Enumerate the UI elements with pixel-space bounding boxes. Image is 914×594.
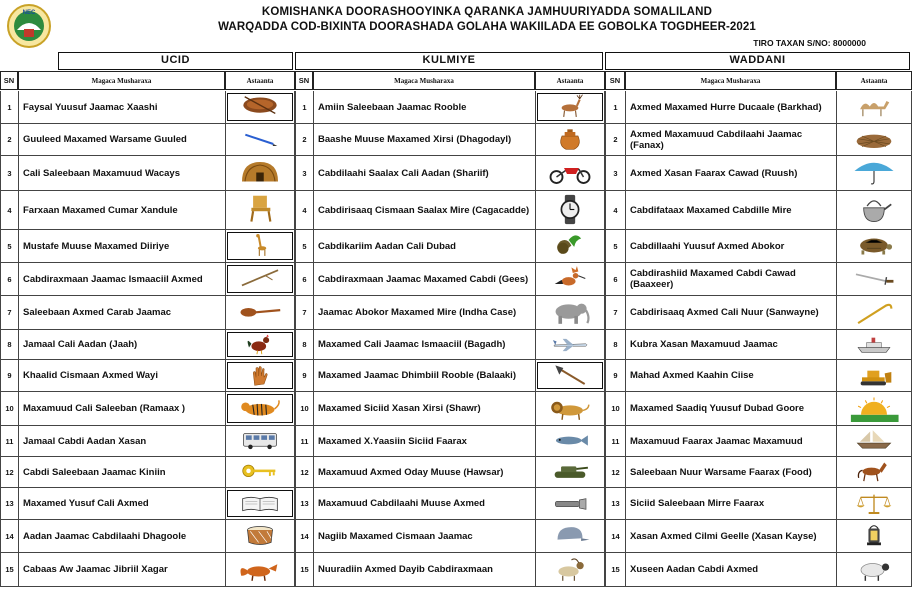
candidate-number: 4 xyxy=(0,191,18,230)
candidate-number: 3 xyxy=(295,156,313,191)
candidate-symbol-cell[interactable] xyxy=(836,124,912,156)
candidate-number: 1 xyxy=(0,91,18,124)
candidate-name: Baashe Muuse Maxamed Xirsi (Dhagodayl) xyxy=(313,124,535,156)
candidate-name: Xuseen Aadan Cabdi Axmed xyxy=(625,553,836,587)
candidate-symbol-cell[interactable] xyxy=(535,520,605,553)
ship-icon xyxy=(841,332,907,357)
column-header-symbol: Astaanta xyxy=(836,71,912,90)
candidate-symbol-cell[interactable] xyxy=(836,392,912,426)
candidate-number: 5 xyxy=(295,230,313,263)
candidate-number: 12 xyxy=(295,457,313,488)
candidate-symbol-cell[interactable] xyxy=(836,191,912,230)
candidate-name: Mustafe Muuse Maxamed Diiriye xyxy=(18,230,225,263)
candidate-number: 11 xyxy=(605,426,625,457)
candidate-symbol-cell[interactable] xyxy=(535,191,605,230)
candidate-row[interactable] xyxy=(605,553,912,587)
candidate-row[interactable] xyxy=(605,296,912,330)
sunrise-icon xyxy=(841,394,907,422)
kettle-icon xyxy=(841,194,907,227)
candidate-name: Kubra Xasan Maxamuud Jaamac xyxy=(625,330,836,360)
candidate-name: Cabdikariim Aadan Cali Dubad xyxy=(313,230,535,263)
axe-icon xyxy=(537,362,603,389)
candidate-row[interactable] xyxy=(295,230,605,263)
fox-icon xyxy=(227,555,293,583)
tank-icon xyxy=(537,459,603,485)
candidate-number: 11 xyxy=(295,426,313,457)
candidate-row[interactable] xyxy=(605,156,912,191)
candidate-name: Cabdirisaaq Cismaan Saalax Mire (Cagacadde) xyxy=(313,191,535,230)
candidate-number: 9 xyxy=(295,360,313,392)
candidate-name: Aadan Jaamac Cabdilaahi Dhagoole xyxy=(18,520,225,553)
candidate-row[interactable] xyxy=(295,156,605,191)
candidate-name: Jamaal Cali Aadan (Jaah) xyxy=(18,330,225,360)
candidate-number: 8 xyxy=(295,330,313,360)
tray-icon xyxy=(227,93,293,121)
candidate-row[interactable] xyxy=(0,360,295,392)
pen-icon xyxy=(227,126,293,153)
candidate-name: Guuleed Maxamed Warsame Guuled xyxy=(18,124,225,156)
candidate-name: Cabaas Aw Jaamac Jibriil Xagar xyxy=(18,553,225,587)
candidate-row[interactable] xyxy=(605,392,912,426)
candidate-number: 1 xyxy=(605,91,625,124)
candidate-number: 4 xyxy=(295,191,313,230)
hand-icon xyxy=(227,362,293,389)
candidate-number: 12 xyxy=(605,457,625,488)
spoon-icon xyxy=(227,298,293,326)
candidate-row[interactable] xyxy=(605,230,912,263)
candidate-symbol-cell[interactable] xyxy=(225,426,295,457)
candidate-number: 15 xyxy=(295,553,313,587)
candidate-name: Maxamed Cali Jaamac Ismaaciil (Bagadh) xyxy=(313,330,535,360)
candidate-symbol-cell[interactable] xyxy=(836,330,912,360)
camel-icon xyxy=(841,93,907,121)
candidate-row[interactable] xyxy=(295,553,605,587)
candidate-row[interactable] xyxy=(605,124,912,156)
candidate-number: 6 xyxy=(0,263,18,296)
dhow-icon xyxy=(841,428,907,454)
candidate-number: 3 xyxy=(605,156,625,191)
candidate-name: Xasan Axmed Cilmi Geelle (Xasan Kayse) xyxy=(625,520,836,553)
candidate-number: 7 xyxy=(0,296,18,330)
candidate-row[interactable] xyxy=(0,392,295,426)
candidate-row[interactable] xyxy=(0,91,295,124)
ballot-title-line1: KOMISHANKA DOORASHOOYINKA QARANKA JAMHUURIYADDA SOMALILAND xyxy=(261,6,713,18)
candidate-name: Cabdiraxmaan Jaamac Ismaaciil Axmed xyxy=(18,263,225,296)
candidate-name: Saleebaan Nuur Warsame Faarax (Food) xyxy=(625,457,836,488)
candidate-name: Farxaan Maxamed Cumar Xandule xyxy=(18,191,225,230)
party-header-kulmiye: KULMIYE xyxy=(295,52,603,70)
candidate-symbol-cell[interactable] xyxy=(535,360,605,392)
hut-icon xyxy=(227,158,293,187)
candidate-number: 6 xyxy=(295,263,313,296)
candidate-row[interactable] xyxy=(295,520,605,553)
cane-icon xyxy=(841,298,907,326)
candidate-row[interactable] xyxy=(605,330,912,360)
candidate-number: 14 xyxy=(0,520,18,553)
column-header-symbol: Astaanta xyxy=(535,71,605,90)
bus-icon xyxy=(227,428,293,454)
candidate-name: Cabdirashiid Maxamed Cabdi Cawad (Baaxeer) xyxy=(625,263,836,296)
nec-logo xyxy=(4,2,54,50)
candidate-number: 10 xyxy=(605,392,625,426)
chair-icon xyxy=(227,194,293,227)
candidate-symbol-cell[interactable] xyxy=(535,392,605,426)
candidate-number: 4 xyxy=(605,191,625,230)
candidate-row[interactable] xyxy=(605,360,912,392)
watch-icon xyxy=(537,194,603,227)
tortoise-icon xyxy=(841,232,907,260)
candidate-name: Maxamed X.Yaasiin Siciid Faarax xyxy=(313,426,535,457)
candidate-number: 2 xyxy=(295,124,313,156)
column-header-sn: SN xyxy=(0,71,18,90)
logo-text: NEC xyxy=(22,10,36,16)
candidate-name: Maxamuud Faarax Jaamac Maxamuud xyxy=(625,426,836,457)
candidate-name: Cabdillaahi Yuusuf Axmed Abokor xyxy=(625,230,836,263)
candidate-row[interactable] xyxy=(605,191,912,230)
candidate-name: Jaamac Abokor Maxamed Mire (Indha Case) xyxy=(313,296,535,330)
candidate-row[interactable] xyxy=(605,457,912,488)
book-icon xyxy=(227,490,293,517)
candidate-row[interactable] xyxy=(0,263,295,296)
candidate-symbol-cell[interactable] xyxy=(535,296,605,330)
candidate-number: 10 xyxy=(0,392,18,426)
column-header-name: Magaca Musharaxa xyxy=(313,71,535,90)
column-header-sn: SN xyxy=(295,71,313,90)
lantern-icon xyxy=(841,522,907,550)
giraffe-icon xyxy=(227,232,293,260)
candidate-number: 9 xyxy=(0,360,18,392)
candidate-symbol-cell[interactable] xyxy=(535,426,605,457)
plane-icon xyxy=(537,332,603,357)
candidate-name: Axmed Maxamuud Cabdilaahi Jaamac (Fanax) xyxy=(625,124,836,156)
candidate-name: Cali Saleebaan Maxamuud Wacays xyxy=(18,156,225,191)
candidate-symbol-cell[interactable] xyxy=(535,330,605,360)
fruit-icon xyxy=(537,232,603,260)
candidate-name: Saleebaan Axmed Carab Jaamac xyxy=(18,296,225,330)
candidate-symbol-cell[interactable] xyxy=(225,360,295,392)
candidate-number: 8 xyxy=(0,330,18,360)
candidate-row[interactable] xyxy=(295,91,605,124)
fish-icon xyxy=(537,428,603,454)
candidate-row[interactable] xyxy=(295,263,605,296)
candidate-name: Maxamuud Cali Saleeban (Ramaax ) xyxy=(18,392,225,426)
candidate-name: Amiin Saleebaan Jaamac Rooble xyxy=(313,91,535,124)
candidate-name: Maxamuud Cabdilaahi Muuse Axmed xyxy=(313,488,535,520)
basket-icon xyxy=(841,126,907,153)
candidate-row[interactable] xyxy=(0,191,295,230)
candidate-number: 2 xyxy=(605,124,625,156)
candidate-symbol-cell[interactable] xyxy=(225,296,295,330)
candidate-symbol-cell[interactable] xyxy=(535,553,605,587)
column-header-sn: SN xyxy=(605,71,625,90)
candidate-name: Cabdirisaaq Axmed Cali Nuur (Sanwayne) xyxy=(625,296,836,330)
candidate-name: Maxamed Yusuf Cali Axmed xyxy=(18,488,225,520)
candidate-number: 13 xyxy=(605,488,625,520)
candidate-symbol-cell[interactable] xyxy=(836,426,912,457)
candidate-row[interactable] xyxy=(0,426,295,457)
candidate-row[interactable] xyxy=(295,457,605,488)
candidate-name: Faysal Yuusuf Jaamac Xaashi xyxy=(18,91,225,124)
candidate-row[interactable] xyxy=(0,488,295,520)
elephant-icon xyxy=(537,298,603,326)
candidate-symbol-cell[interactable] xyxy=(225,191,295,230)
serial-number: TIRO TAXAN S/NO: 8000000 xyxy=(753,38,866,48)
candidate-row[interactable] xyxy=(0,296,295,330)
drum-icon xyxy=(227,522,293,550)
party-header-ucid: UCID xyxy=(58,52,293,70)
candidate-symbol-cell[interactable] xyxy=(836,230,912,263)
candidate-row[interactable] xyxy=(295,191,605,230)
candidate-row[interactable] xyxy=(0,330,295,360)
candidate-symbol-cell[interactable] xyxy=(836,488,912,520)
candidate-number: 8 xyxy=(605,330,625,360)
cap-icon xyxy=(537,522,603,550)
candidate-symbol-cell[interactable] xyxy=(225,156,295,191)
party-header-waddani: WADDANI xyxy=(605,52,910,70)
candidate-row[interactable] xyxy=(295,330,605,360)
candidate-name: Cabdi Saleebaan Jaamac Kiniin xyxy=(18,457,225,488)
candidate-row[interactable] xyxy=(0,520,295,553)
column-header-name: Magaca Musharaxa xyxy=(625,71,836,90)
column-header-symbol: Astaanta xyxy=(225,71,295,90)
candidate-name: Mahad Axmed Kaahin Ciise xyxy=(625,360,836,392)
ballot-header xyxy=(0,0,914,52)
candidate-symbol-cell[interactable] xyxy=(836,91,912,124)
candidate-symbol-cell[interactable] xyxy=(535,488,605,520)
candidate-name: Cabdifataax Maxamed Cabdille Mire xyxy=(625,191,836,230)
candidate-name: Cabdiraxmaan Jaamac Maxamed Cabdi (Gees) xyxy=(313,263,535,296)
candidate-symbol-cell[interactable] xyxy=(836,360,912,392)
candidate-row[interactable] xyxy=(605,91,912,124)
candidate-symbol-cell[interactable] xyxy=(535,230,605,263)
candidate-symbol-cell[interactable] xyxy=(225,124,295,156)
candidate-row[interactable] xyxy=(0,553,295,587)
bulldozer-icon xyxy=(841,362,907,389)
candidate-symbol-cell[interactable] xyxy=(225,330,295,360)
candidate-row[interactable] xyxy=(605,426,912,457)
candidate-symbol-cell[interactable] xyxy=(836,263,912,296)
candidate-symbol-cell[interactable] xyxy=(225,263,295,296)
candidate-number: 14 xyxy=(295,520,313,553)
candidate-number: 15 xyxy=(0,553,18,587)
candidate-number: 9 xyxy=(605,360,625,392)
candidate-symbol-cell[interactable] xyxy=(535,91,605,124)
candidate-number: 6 xyxy=(605,263,625,296)
candidate-row[interactable] xyxy=(295,426,605,457)
candidate-number: 13 xyxy=(0,488,18,520)
candidate-symbol-cell[interactable] xyxy=(225,488,295,520)
candidate-symbol-cell[interactable] xyxy=(836,553,912,587)
column-header-name: Magaca Musharaxa xyxy=(18,71,225,90)
candidate-row[interactable] xyxy=(0,156,295,191)
candidate-name: Axmed Xasan Faarax Cawad (Ruush) xyxy=(625,156,836,191)
candidate-symbol-cell[interactable] xyxy=(225,457,295,488)
candidate-number: 5 xyxy=(605,230,625,263)
candidate-row[interactable] xyxy=(295,488,605,520)
candidate-number: 13 xyxy=(295,488,313,520)
flashlight-icon xyxy=(537,490,603,517)
candidate-name: Maxamed Jaamac Dhimbiil Rooble (Balaaki) xyxy=(313,360,535,392)
horse-icon xyxy=(841,459,907,485)
candidate-name: Siciid Saleebaan Mirre Faarax xyxy=(625,488,836,520)
candidate-symbol-cell[interactable] xyxy=(225,392,295,426)
hoopoe-icon xyxy=(537,265,603,293)
candidate-number: 5 xyxy=(0,230,18,263)
candidate-row[interactable] xyxy=(295,296,605,330)
candidate-name: Cabdilaahi Saalax Cali Aadan (Shariif) xyxy=(313,156,535,191)
candidate-symbol-cell[interactable] xyxy=(535,457,605,488)
candidate-number: 12 xyxy=(0,457,18,488)
candidate-name: Nagiib Maxamed Cismaan Jaamac xyxy=(313,520,535,553)
candidate-row[interactable] xyxy=(605,263,912,296)
candidate-number: 7 xyxy=(605,296,625,330)
sword-icon xyxy=(841,265,907,293)
candidate-name: Nuuradiin Axmed Dayib Cabdiraxmaan xyxy=(313,553,535,587)
candidate-symbol-cell[interactable] xyxy=(225,230,295,263)
candidate-row[interactable] xyxy=(295,392,605,426)
candidate-number: 2 xyxy=(0,124,18,156)
candidate-row[interactable] xyxy=(0,457,295,488)
ballot-title-line2: WARQADDA COD-BIXINTA DOORASHADA GOLAHA WAKIILADA EE GOBOLKA TOGDHEER-2021 xyxy=(218,21,756,33)
candidate-number: 7 xyxy=(295,296,313,330)
candidate-symbol-cell[interactable] xyxy=(836,457,912,488)
candidate-number: 15 xyxy=(605,553,625,587)
candidate-name: Maxamuud Axmed Oday Muuse (Hawsar) xyxy=(313,457,535,488)
candidate-symbol-cell[interactable] xyxy=(836,296,912,330)
sheep-icon xyxy=(841,555,907,583)
candidate-symbol-cell[interactable] xyxy=(535,124,605,156)
ballot-grid xyxy=(0,52,914,594)
umbrella-icon xyxy=(841,158,907,187)
deer-icon xyxy=(537,93,603,121)
scale-icon xyxy=(841,490,907,517)
pot-icon xyxy=(537,126,603,153)
candidate-row[interactable] xyxy=(0,230,295,263)
candidate-symbol-cell[interactable] xyxy=(535,263,605,296)
candidate-row[interactable] xyxy=(605,488,912,520)
candidate-symbol-cell[interactable] xyxy=(225,553,295,587)
rooster-icon xyxy=(227,332,293,357)
candidate-row[interactable] xyxy=(295,124,605,156)
tiger-icon xyxy=(227,394,293,422)
candidate-number: 3 xyxy=(0,156,18,191)
candidate-symbol-cell[interactable] xyxy=(535,156,605,191)
candidate-name: Maxamed Saadiq Yuusuf Dubad Goore xyxy=(625,392,836,426)
candidate-symbol-cell[interactable] xyxy=(225,91,295,124)
lion-icon xyxy=(537,394,603,422)
candidate-row[interactable] xyxy=(605,520,912,553)
candidate-symbol-cell[interactable] xyxy=(836,156,912,191)
candidate-symbol-cell[interactable] xyxy=(836,520,912,553)
motorbike-icon xyxy=(537,158,603,187)
candidate-name: Jamaal Cabdi Aadan Xasan xyxy=(18,426,225,457)
candidate-name: Maxamed Siciid Xasan Xirsi (Shawr) xyxy=(313,392,535,426)
candidate-row[interactable] xyxy=(295,360,605,392)
candidate-number: 11 xyxy=(0,426,18,457)
candidate-number: 10 xyxy=(295,392,313,426)
goat-icon xyxy=(537,555,603,583)
candidate-symbol-cell[interactable] xyxy=(225,520,295,553)
candidate-number: 14 xyxy=(605,520,625,553)
candidate-name: Axmed Maxamed Hurre Ducaale (Barkhad) xyxy=(625,91,836,124)
candidate-name: Khaalid Cismaan Axmed Wayi xyxy=(18,360,225,392)
candidate-row[interactable] xyxy=(0,124,295,156)
candidate-number: 1 xyxy=(295,91,313,124)
key-icon xyxy=(227,459,293,485)
stick-icon xyxy=(227,265,293,293)
